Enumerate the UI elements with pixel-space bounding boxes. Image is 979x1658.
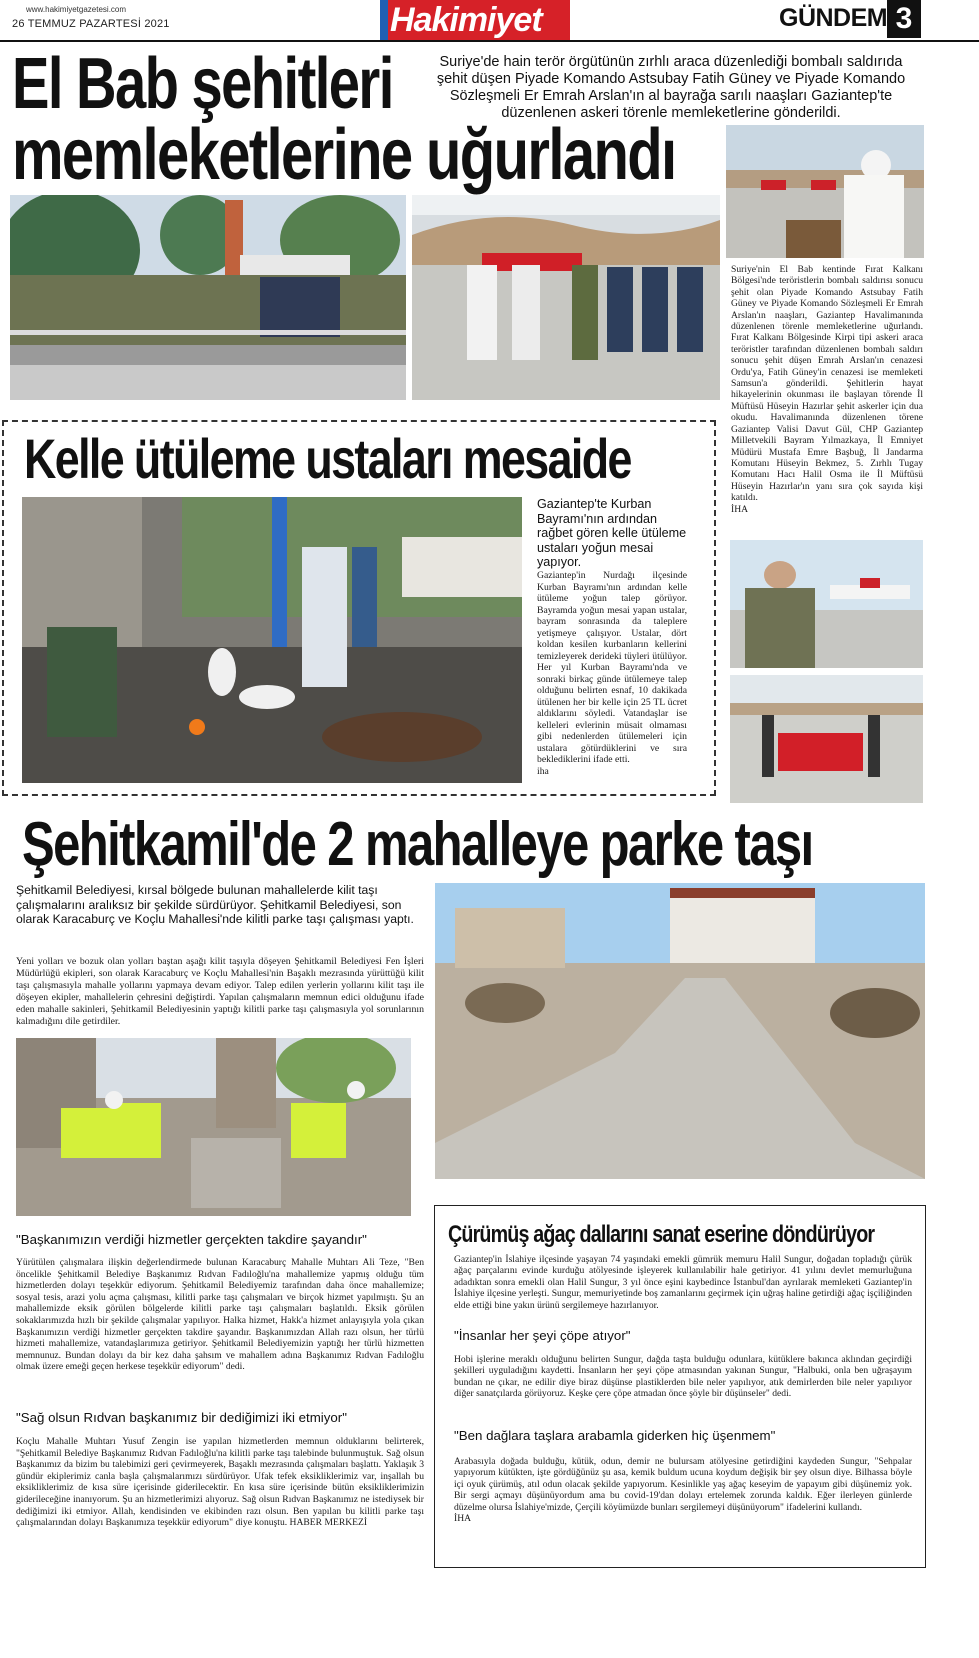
website-url[interactable]: www.hakimiyetgazetesi.com [26,5,127,14]
brand-logo [380,0,570,42]
article4-body3-text: Arabasıyla doğada bulduğu, kütük, odun, demir ne bulursam atölyesine getirdiğini kaydeden Sungur, "Sehpalar yapıyorum kütükten, işte gördüğünüz şu asa, kemik buldum ucuna koydum değişik bir şey olsun diye. Bilhassa böyle içi oyuk çürümüş, atıl odun olacak şekilde yapıyorum. Kesinlikle yaş ağaç keseyim de yapayım gibi düşünemiz yok. Bir sergi açmayı düşünüyordum ama bu covid-19'dan dolayı ertelemek zorunda kaldık. Eğer ilerleyen günlerde düzelme olursa İslahiye'mizde, Çerçili köyümüzde bunları sergilemeyi düşünüyorum" ifadelerini kullandı. [454,1456,912,1513]
article2-body-text: Gaziantep'in Nurdağı ilçesinde Kurban Bayramı'nın ardından kelle ütüleme yoğun talep görüyor. Bayramda yoğun mesai yapan ustalar, bayram sonrasında da taleplere yetişmeye çalışıyor. Ustalar, dört koldan kesilen kurbanların kellerini temizleyerek derideki tüyleri ütülüyor. Her yıl Kurban Bayramı'nda ve sonraki birkaç günde ütülemeye talep olduğunu belirten esnaf, 10 dakikada ütülenen her bir kelle için 25 TL ücret aldıklarını söyledi. Vatandaşlar ise kelleleri evlerinin müsait olmaması gibi nedenlerden ütülemeleri için ustalara götürdüklerini ve sıra beklediklerini ifade etti. [537,570,687,765]
article3-body2: Yürütülen çalışmalara ilişkin değerlendirmede bulunan Karacaburç Mahalle Muhtarı Ali Teze, "Ben öncelikle Şehitkamil Belediye Başkanımız Rıdvan Fadıloğlu'na mahallemize yapmış olduğu tüm hizmetlerden dolayı teşekkür ediyorum. Şehitkamil Belediyemiz tarafından daha önce mahallemize; sosyal tesis, arazi yolu açma çalışması, kilitli parke taşı çalışmaları ve birçok hizmet yapılmıştı. Şu an mahallemizde eksik görülen bölgelerde kilitli parke taşı çalışmaları başlatıldı. Eksik görülen sokaklarımızda hızlı bir şekilde çalışmalar yapılıyor. Halka hizmet, Hakk'a hizmet anlayışıyla yola çıkan Başkanımızın verdiği hizmetler gerçekten takdire şayandır. Başkanımızdan Allah razı olsun, her türlü hizmeti mahallemize, vatandaşlarımıza getiriyor. Şehitkamil Belediyemizin yaptığı her türlü hizmetten memnunuz. Bundan dolayı da bir kez daha şahsım ve mahallem adına Başkanımız Rıdvan Fadıloğlu olmak üzere emeği geçen herkese teşekkür ediyorum" dedi. [16,1257,424,1373]
article4-body1: Gaziantep'in İslahiye ilçesinde yaşayan 74 yaşındaki emekli gümrük memuru Halil Sungur, doğadan topladığı çürük ağaç parçalarını evinde kurduğu atölyesinde işleyerek kullanılabilir hale getiriyor. 41 yılını devlet memurluğuna adadıktan sonra emekli olan Halil Sungur, 3 yıl önce eşini kaybedince İstanbul'dan ayrılarak memleketi Gaziantep'in İslahiye ilçesine yerleşti. Sungur, memuriyetinde boş zamanlarını geçirmek için uğraş haline getirdiği ağaç işçiliğinden elde ettiği bine yakın ürünü sergilemeye hazırlanıyor. [454,1254,912,1311]
article2-headline: Kelle ütüleme ustaları mesaide [24,427,631,490]
article3-body3-text: Koçlu Mahalle Muhtarı Yusuf Zengin ise yapılan hizmetlerden memnun olduklarını belirterek, "Şehitkamil Belediye Başkanımız Rıdvan Fadıloğlu'na kilitli parke taşı talebinde bulunmuştuk. Sağ olsun Başkanımız da bizim bu talebimizi geri çevirmeyerek, Başaklı mezrasında çalışmaları başlattı. Yaklaşık 3 gündür ekiplerimiz canla başla çalışmalarımızı sürdürüyor. Ufak tefek eksikliklerimiz var, inşallah bu eksikliklerimiz de kısa süre içerisinde giderilecektir. En kısa süre içerisinde bütün eksikliklerimizin giderileceğine inanıyorum. Şu an hizmetlerimizi alıyoruz. Sağ olsun Rıdvan Başkanımız ne istediysek bir dediğimizi iki etmiyor. Allah, kendisinden ve ekibinden razı olsun. Ben yapılan bu kilitli parke taşı çalışmalarından dolayı Başkanımıza teşekkür ediyorum" diye konuştu. [16,1436,424,1529]
article1-headline-line1: El Bab şehitleri [12,44,393,124]
article2-lead: Gaziantep'te Kurban Bayramı'nın ardından rağbet gören kelle ütüleme ustaları yoğun mesai yapıyor. [537,497,687,569]
section-label: GÜNDEM [779,4,888,32]
issue-date: 26 TEMMUZ PAZARTESİ 2021 [12,18,170,30]
article4-agency: İHA [454,1513,472,1525]
article3-headline: Şehitkamil'de 2 mahalleye parke taşı [22,810,813,879]
soldier-salute-photo [730,540,923,668]
article1-lead: Suriye'de hain terör örgütünün zırhlı araca düzenlediği bombalı saldırıda şehit düşen Piyade Komando Astsubay Fatih Güney ve Piyade Komando Sözleşmeli Er Emrah Arslan'ın al bayrağa sarılı naaşları Gaziantep'te düzenlenen askeri törenle memleketlerine gönderildi. [436,54,906,121]
workers-paving-photo [16,1038,411,1216]
article4-body3 [454,1456,912,1524]
logo-globe-icon [380,0,388,42]
article2-body [537,570,687,777]
article3-quote2: "Sağ olsun Rıdvan başkanımız bir dediğimizi iki etmiyor" [16,1410,347,1425]
page-number: 3 [887,0,921,38]
kelle-workers-photo [22,497,522,783]
brand-name: Hakimiyet [390,1,542,39]
article3-body3 [16,1436,424,1529]
article3-byline: HABER MERKEZİ [289,1517,368,1529]
road-paving-photo [435,883,925,1179]
flag-coffin-guard-photo [730,675,923,803]
article4-headline: Çürümüş ağaç dallarını sanat eserine döndürüyor [448,1221,875,1248]
header-rule [0,40,979,42]
article3-body1: Yeni yolları ve bozuk olan yolları baştan aşağı kilit taşıyla döşeyen Şehitkamil Belediyesi Fen İşleri Müdürlüğü ekipleri, son olarak Karacaburç ve Koçlu Mahallesi'nin Başaklı mezrasında yürüttüğü kilit taşı çalışmasıyla mahalle yollarını yapmaya devam ediyor. Talep edilen yerlerin yollarını kilit taşı ile döşeyen ekipler, mahallelerin çehresini değiştirdi. Yapılan çalışmaların memnun edici olduğunu ifade eden mahalle sakinleri, Şehitkamil Belediyesinin yaptığı kilitli parke taşı çalışmasıyla yol sorunlarının kalmadığını dile getirdiler. [16,956,424,1027]
article1-headline-line2: memleketlerine uğurlandı [12,115,676,195]
article2-agency: iha [537,765,549,777]
coffin-carry-photo [412,195,720,400]
article4-quote2: "Ben dağlara taşlara arabamla giderken hiç üşenmem" [454,1428,776,1443]
mufti-prayer-photo [726,125,924,258]
article3-lead: Şehitkamil Belediyesi, kırsal bölgede bulunan mahallelerde kilit taşı çalışmalarını aralıksız bir şekilde sürdürüyor. Şehitkamil Belediyesi, son olarak Karacaburç ve Koçlu Mahallesi'nde kilitli parke taşı çalışması yaptı. [16,883,414,927]
article4-quote1: "İnsanlar her şeyi çöpe atıyor" [454,1328,631,1343]
soldiers-ceremony-photo [10,195,406,400]
article1-body-text: Suriye'nin El Bab kentinde Fırat Kalkanı Bölgesi'nde teröristlerin bombalı saldırısı sonucu şehit olan Piyade Komando Astsubay Fatih Güney ve Piyade Komando Sözleşmeli Er Emrah Arslan'ın naaşları, Gaziantep Havalimanında düzenlenen törenle memleketlerine uğurlandı. Fırat Kalkanı Bölgesinde Kirpi tipi askeri araca teröristler tarafından düzenlenen bombalı saldırı sonucu şehit düşen Emrah Arslan'ın cenazesi Ordu'ya, Fatih Güney'in cenazesi ise memleketi Samsun'a gönderildi. Şehitlerin hayat hikayelerinin okunması ile başlayan törende İl Müftüsü Hüseyin Hazırlar şehit askerler için dua okudu. Havalimanında düzenlenen törene Gaziantep Valisi Davut Gül, CHP Gaziantep Milletvekili Bayram Yılmazkaya, İl Emniyet Müdürü Mustafa Emre Başbuğ, İl Jandarma Komutanı Hüseyin Bekmez, 5. Zırhlı Tugay Komutanı Hacı Halil Osma ile İl Müftüsü Hüseyin Hazırlar'ın yanı sıra çok sayıda kişi katıldı. [731,264,923,504]
article1-body [731,264,923,515]
article4-body2: Hobi işlerine meraklı olduğunu belirten Sungur, dağda taşta bulduğu odunlara, kütüklere bakınca aklından geçirdiği şekilleri uyguladığını kaydetti. İnsanların her şeyi çöpe atmasından yakınan Sungur, "Halbuki, onla ben uğraşayım bundan ne çıkar, ne edilir diye biraz düşünse plastiklerden bile neler yapılıyor, atık demirlerden bile neler yapılıyor diğer sanatçılarda görüyoruz. Keşke çere çöpe atmadan önce şöyle bir düşünseler" dedi. [454,1354,912,1400]
article3-quote1: "Başkanımızın verdiği hizmetler gerçekten takdire şayandır" [16,1232,367,1247]
article1-agency: İHA [731,503,749,515]
